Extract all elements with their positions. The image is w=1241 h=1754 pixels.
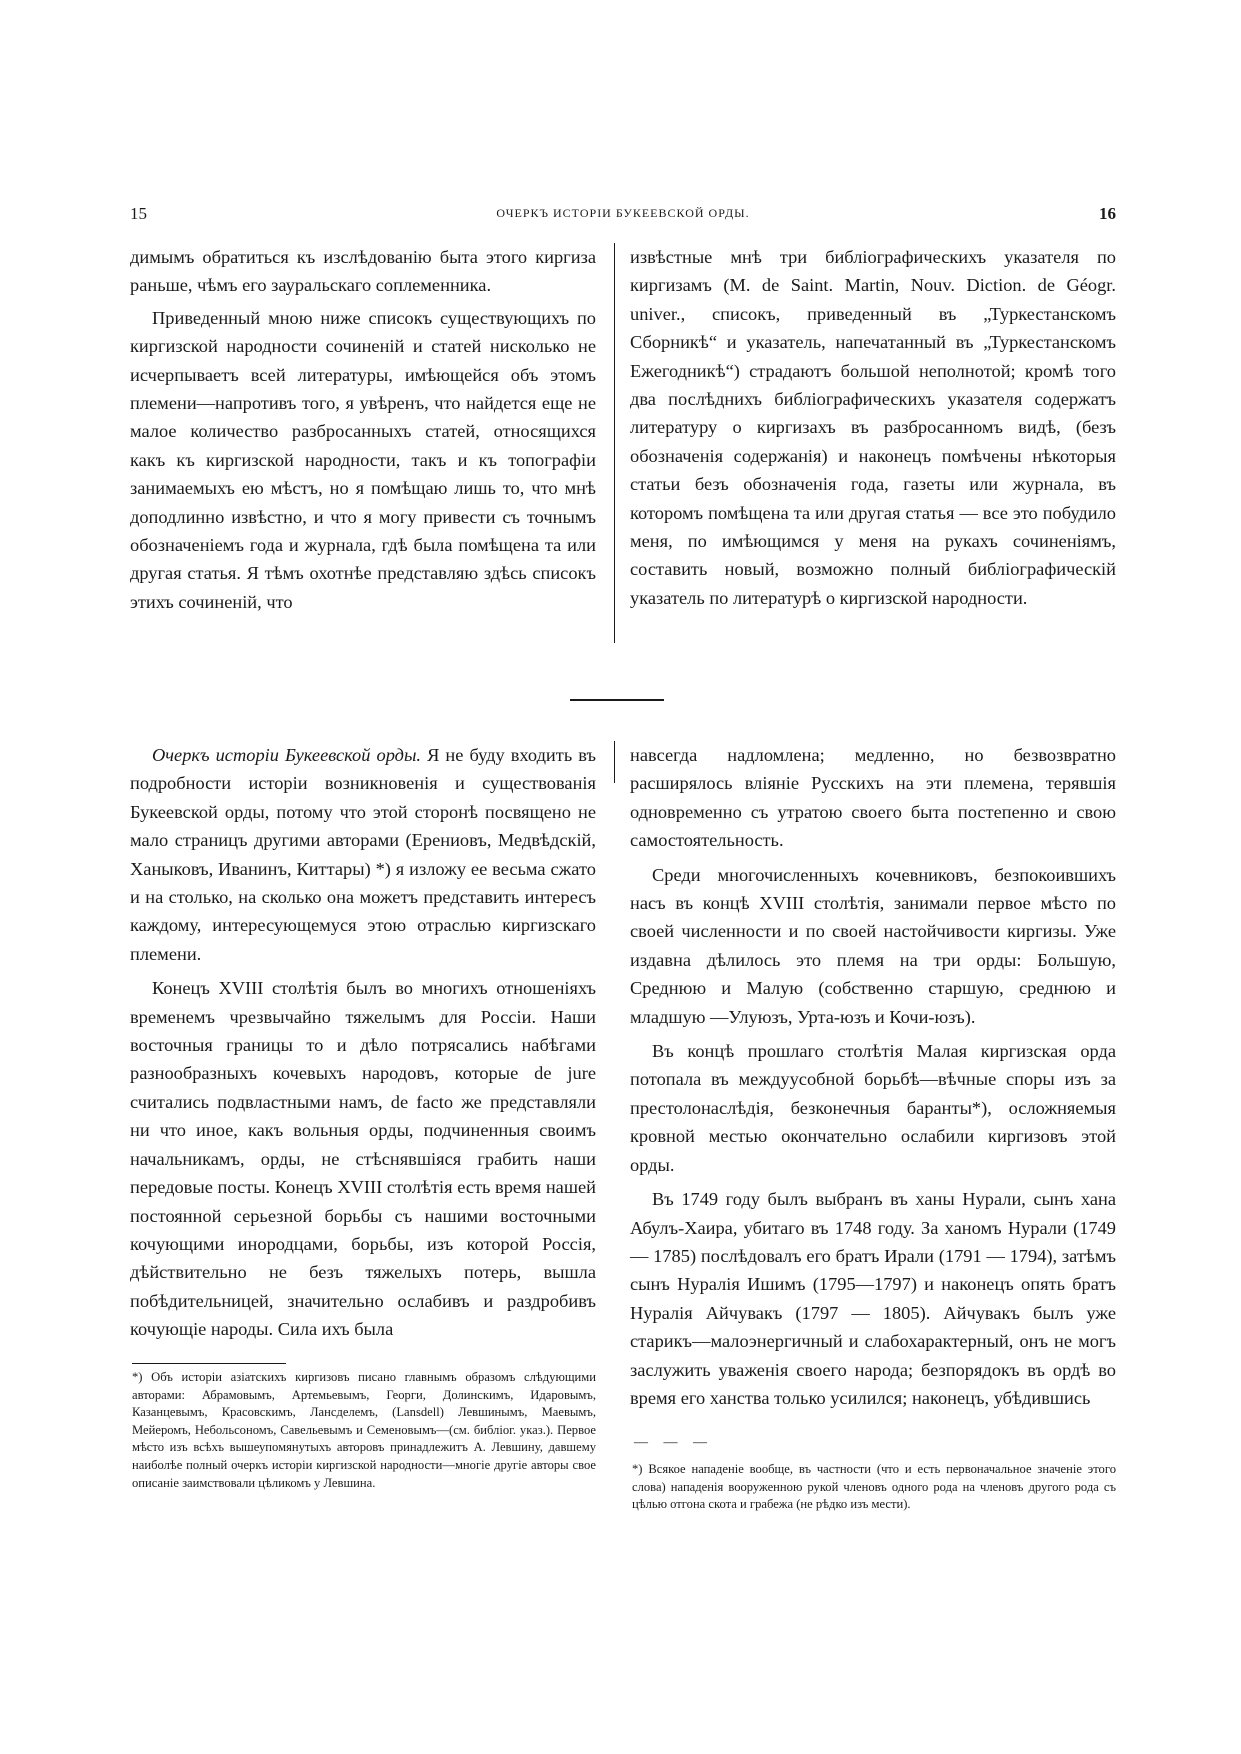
paragraph: Очеркъ исторіи Букеевской орды. Я не буду входить въ подробности исторіи возникновенія и существованія Букеевской орды, потому что этой сторонѣ посвящено не мало страницъ другими авторами (Ерениовъ, Медвѣдскій, Ханыковъ, Иванинъ, Киттары) *) я изложу ее весьма сжато и на столько, на сколько она можетъ представить интересъ каждому, интересующемуся этою отраслью киргизскаго племени. xyxy=(130,745,596,964)
column-divider xyxy=(614,243,615,643)
top-right-column xyxy=(630,243,1116,612)
bottom-right-column xyxy=(630,741,1116,1412)
footnote-text: *) Объ исторіи азіатскихъ киргизовъ писано главнымъ образомъ слѣдующими авторами: Абрамовымъ, Артемьевымъ, Георги, Долинскимъ, Идаровымъ, Казанцевымъ, Красовскимъ, Лансделемъ, (Lansdell) Левшинымъ, Маевымъ, Мейеромъ, Небольсономъ, Савельевымъ и Семеновымъ—(см. библіог. указ.). Первое мѣсто изъ всѣхъ вышеупомянутыхъ авторовъ принадлежитъ А. Левшину, давшему наиболѣе полный очеркъ исторіи киргизской народности—многіе другіе авторы свое описаніе заимствовали цѣликомъ у Левшина. xyxy=(132,1370,596,1490)
column-divider xyxy=(614,741,615,783)
footnote-separator-dashes: — — — xyxy=(634,1435,713,1450)
section-heading: Очеркъ исторіи Букеевской орды. xyxy=(152,745,422,765)
paragraph: Приведенный мною ниже списокъ существующихъ по киргизской народности сочиненій и статей нисколько не исчерпываетъ всей литературы, имѣющейся объ этомъ племени—напротивъ того, я увѣренъ, что найдется еще не малое количество разбросанныхъ статей, относящихся какъ къ киргизской народности, такъ и къ топографіи занимаемыхъ ею мѣстъ, но я помѣщаю лишь то, что мнѣ доподлинно извѣстно, и что я могу привести съ точнымъ обозначеніемъ года и журнала, гдѣ была помѣщена та или другая статья. Я тѣмъ охотнѣе представляю здѣсь списокъ этихъ сочиненій, что xyxy=(130,307,596,612)
paragraph: Въ концѣ прошлаго столѣтія Малая киргизская орда потопала въ междуусобной борьбѣ—вѣчные споры изъ за престолонаслѣдія, безконечныя баранты*), осложняемыя кровной местью окончательно ослабили киргизовъ этой орды. xyxy=(630,1041,1116,1175)
running-header xyxy=(130,204,1116,228)
paragraph: димымъ обратиться къ изслѣдованію быта этого киргиза раньше, чѣмъ его зауральскаго соплеменника. xyxy=(130,247,596,296)
page-number-right: 16 xyxy=(1099,204,1116,223)
page-number-left: 15 xyxy=(130,204,147,223)
bottom-left-column xyxy=(130,741,596,1344)
footnote-left xyxy=(132,1369,596,1492)
footnote-text: *) Всякое нападеніе вообще, въ частности (что и есть первоначальное значеніе этого слова) нападенія вооруженною рукой членовъ одного рода на членовъ другого рода съ цѣлью отгона скота и грабежа (не рѣдко изъ мести). xyxy=(632,1462,1116,1512)
paragraph: извѣстные мнѣ три библіографическихъ указателя по киргизамъ (M. de Saint. Martin, Nouv. Diction. de Géogr. univer., списокъ, приведенный въ „Туркестанскомъ Сборникѣ“ и указатель, напечатанный въ „Туркестанскомъ Ежегодникѣ“) страдаютъ большой неполнотой; кромѣ того два послѣднихъ библіографическихъ указателя содержатъ литературу о киргизахъ въ разбросанномъ видѣ, (безъ обозначенія содержанія) и наконецъ помѣчены нѣкоторыя статьи безъ обозначенія года, газеты или журнала, въ которомъ помѣщена та или другая статья — все это побудило меня, по имѣющимся у меня на рукахъ сочиненіямъ, составить новый, возможно полный библіографическій указатель по литературѣ о киргизской народности. xyxy=(630,247,1116,608)
footnote-rule xyxy=(132,1363,286,1364)
paragraph: навсегда надломлена; медленно, но безвозвратно расширялось вліяніе Русскихъ на эти племена, терявшія одновременно съ утратою своего быта постепенно и свою самостоятельность. xyxy=(630,745,1116,851)
top-left-column xyxy=(130,243,596,616)
paragraph: Въ 1749 году былъ выбранъ въ ханы Нурали, сынъ хана Абулъ-Хаира, убитаго въ 1748 году. За ханомъ Нурали (1749 — 1785) послѣдовалъ его братъ Ирали (1791 — 1794), затѣмъ сынъ Нуралія Ишимъ (1795—1797) и наконецъ опять братъ Нуралія Айчувакъ (1797 — 1805). Айчувакъ былъ уже старикъ—малоэнергичный и слабохарактерный, онъ не могъ заслужить уваженія своего народа; безпорядокъ въ ордѣ во время его ханства только усилился; наконецъ, убѣдившись xyxy=(630,1189,1116,1408)
running-title: ОЧЕРКЪ ИСТОРІИ БУКЕЕВСКОЙ ОРДЫ. xyxy=(496,206,750,220)
section-separator xyxy=(570,699,664,701)
paragraph: Конецъ XVIII столѣтія былъ во многихъ отношеніяхъ временемъ чрезвычайно тяжелымъ для Россіи. Наши восточныя границы то и дѣло потрясались набѣгами разнообразныхъ кочевыхъ народовъ, которые de jure считались подвластными намъ, de facto же представляли ни что иное, какъ вольныя орды, подчиненныя своимъ начальникамъ, орды, не стѣснявшіяся грабить наши передовые посты. Конецъ XVIII столѣтія есть время нашей постоянной серьезной борьбы съ нашими восточными кочующими инородцами, борьбы, изъ которой Россія, дѣйствительно не безъ тяжелыхъ потерь, вышла побѣдительницей, значительно ослабивъ и раздробивъ кочующіе народы. Сила ихъ была xyxy=(130,978,596,1340)
footnote-right xyxy=(632,1461,1116,1514)
paragraph: Среди многочисленныхъ кочевниковъ, безпокоившихъ насъ въ концѣ XVIII столѣтія, занимали первое мѣсто по своей численности и по своей настойчивости киргизы. Уже издавна дѣлилось это племя на три орды: Большую, Среднюю и Малую (собственно старшую, среднюю и младшую —Улуюзъ, Урта-юзъ и Кочи-юзъ). xyxy=(630,864,1116,1027)
